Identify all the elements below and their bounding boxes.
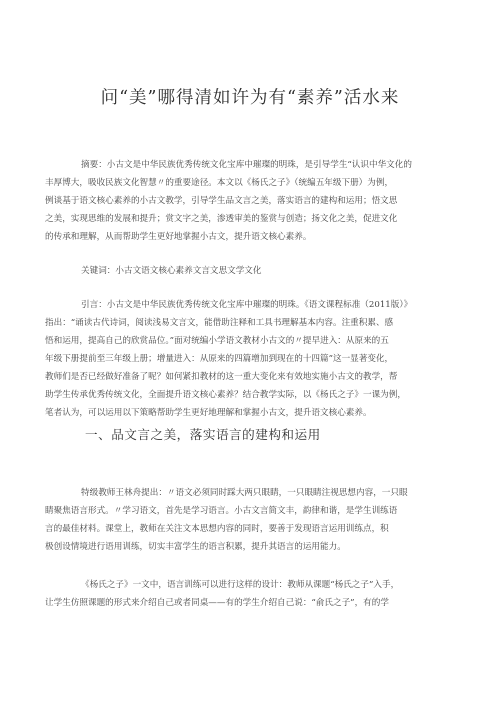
intro-paragraph — [45, 296, 441, 422]
abstract-line: 丰厚博大，吸收民族文化智慧〃的重要途径。本文以《杨氏之子》（统编五年级下册）为例， — [45, 178, 394, 188]
section-paragraph — [45, 484, 441, 556]
intro-line: 悟和运用，提高自己的欣赏品位。”面对统编小学语文教材小古文的〃提早进入：从原来的五 — [45, 336, 389, 346]
section-paragraph — [45, 576, 441, 612]
section-line: 睛聚焦语言形式。〃学习语文，首先是学习语言。小古文言简文丰，韵律和谐，是学生训练语 — [45, 506, 398, 516]
section-line: 极创设情境进行语用训练，切实丰富学生的语言积累，提升其语言的运用能力。 — [45, 542, 346, 552]
intro-line: 指出：“诵读古代诗词，阅读浅易文言文，能借助注释和工具书理解基本内容。注重积累、感 — [45, 318, 394, 328]
intro-line: 助学生传承优秀传统文化，全面提升语文核心素养？结合教学实际，以《杨氏之子》一课为例， — [45, 390, 406, 400]
keywords-line: 关键词：小古文语文核心素养文言文思文学文化 — [81, 266, 262, 276]
abstract-line: 例谈基于语文核心素养的小古文教学，引导学生品文言之美，落实语言的建构和运用；悟文思 — [45, 196, 398, 206]
page-title: 问“美”哪得清如许为有“素养”活水来 — [100, 88, 400, 108]
intro-line: 笔者认为，可以运用以下策略帮助学生更好地理解和掌握小古文，提升语文核心素养。 — [45, 408, 372, 418]
section-line: 言的最佳材料。课堂上，教师在关注文本思想内容的同时，要善于发现语言运用训练点，积 — [45, 524, 389, 534]
keywords-paragraph — [63, 262, 441, 280]
intro-line: 教师们是否已经做好准备了呢？如何紧扣教材的这一重大变化来有效地实施小古文的教学，帮 — [45, 372, 398, 382]
section-line: 《杨氏之子》一文中，语言训练可以进行这样的设计：教师从课题“杨氏之子”入手， — [81, 580, 400, 590]
section-line: 让学生仿照课题的形式来介绍自己或者同桌——有的学生介绍自己说：“俞氏之子”，有的学 — [45, 598, 389, 608]
intro-line: 年级下册提前至三年级上册；增量进入：从原来的四篇增加到现在的十四篇”这一显著变化， — [45, 354, 394, 364]
section-line: 特级教师王林舟提出：〃语文必须同时踩大两只眼睛，一只眼睛注视思想内容，一只眼 — [81, 488, 408, 498]
abstract-paragraph — [45, 156, 441, 246]
section-heading: 一、品文言之美，落实语言的建构和运用 — [85, 427, 321, 442]
abstract-line: 的传承和理解，从而帮助学生更好地掌握小古文，提升语文核心素养。 — [45, 232, 312, 242]
abstract-line: 之美，实现思维的发展和提升；赏文字之美，渗透审美的鉴赏与创造；扬文化之美，促进文化 — [45, 214, 398, 224]
abstract-line: 摘要：小古文是中华民族优秀传统文化宝库中璀璨的明珠，是引导学生“认识中华文化的 — [81, 160, 412, 170]
intro-line: 引言：小古文是中华民族优秀传统文化宝库中璀璨的明珠。《语文课程标准（2011版）》 — [81, 300, 413, 310]
